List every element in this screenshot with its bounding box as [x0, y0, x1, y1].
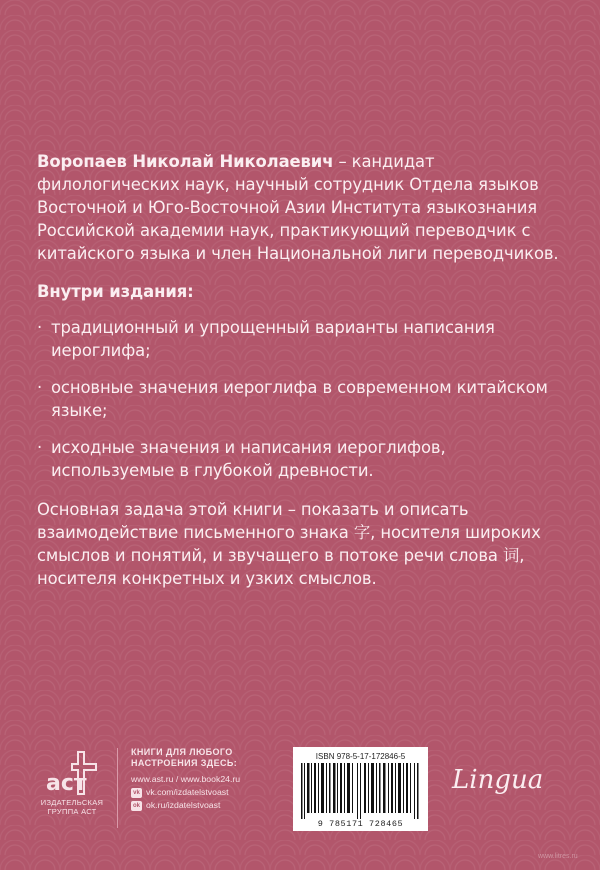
vk-link[interactable]: vk vk.com/izdatelstvoast	[131, 786, 281, 799]
list-item: · традиционный и упрощенный варианты написания иероглифа;	[37, 318, 495, 360]
cover-footer	[0, 730, 600, 870]
bullet-icon: ·	[37, 438, 43, 457]
bullet-icon: ·	[37, 318, 43, 337]
isbn-label: ISBN 978-5-17-172846-5	[315, 752, 406, 761]
publisher-links	[131, 747, 281, 812]
author-bio	[37, 150, 567, 265]
websites-link[interactable]: www.ast.ru / www.book24.ru	[131, 774, 241, 784]
footer-divider	[117, 748, 118, 828]
list-item: · основные значения иероглифа в современном китайском языке;	[37, 378, 548, 420]
barcode-number: 9 785171 728465	[317, 819, 404, 829]
lingua-logo: Lingua	[452, 765, 544, 795]
watermark: www.litres.ru	[538, 853, 578, 860]
promo-title: КНИГИ ДЛЯ ЛЮБОГО НАСТРОЕНИЯ ЗДЕСЬ:	[131, 747, 238, 768]
hanzi-zi: 字	[353, 523, 371, 542]
publisher-caption: ИЗДАТЕЛЬСКАЯ ГРУППА АСТ	[40, 798, 104, 816]
ast-logo-icon	[44, 750, 100, 796]
features-list	[37, 316, 567, 482]
hanzi-ci: 词	[502, 546, 520, 565]
summary-paragraph: Основная задача этой книги – показать и описать взаимодействие письменного знака 字, носителя широких смыслов и понятий, и звучащего в потоке речи слова 词, носителя конкретных и узких смыслов.	[37, 500, 541, 588]
author-bio-text: – кандидат филологических наук, научный сотрудник Отдела языков Восточной и Юго-Восточной Азии Института языкознания Российской академии наук, практикующий переводчик с китайского языка и член Национальной лиги переводчиков.	[37, 152, 559, 263]
ok-icon: ok	[132, 802, 140, 809]
barcode-icon	[299, 763, 422, 819]
inside-heading: Внутри издания:	[37, 282, 194, 301]
back-cover-text	[37, 150, 567, 590]
isbn-barcode	[293, 747, 428, 831]
ok-link[interactable]: ok ok.ru/izdatelstvoast	[132, 800, 221, 810]
list-item: · исходные значения и написания иероглифов, используемые в глубокой древности.	[37, 438, 446, 480]
svg-text:аст: аст	[46, 771, 87, 796]
publisher-logo	[37, 750, 107, 816]
author-name: Воропаев Николай Николаевич	[37, 152, 334, 171]
vk-icon: vk	[131, 788, 142, 798]
bullet-icon: ·	[37, 378, 43, 397]
